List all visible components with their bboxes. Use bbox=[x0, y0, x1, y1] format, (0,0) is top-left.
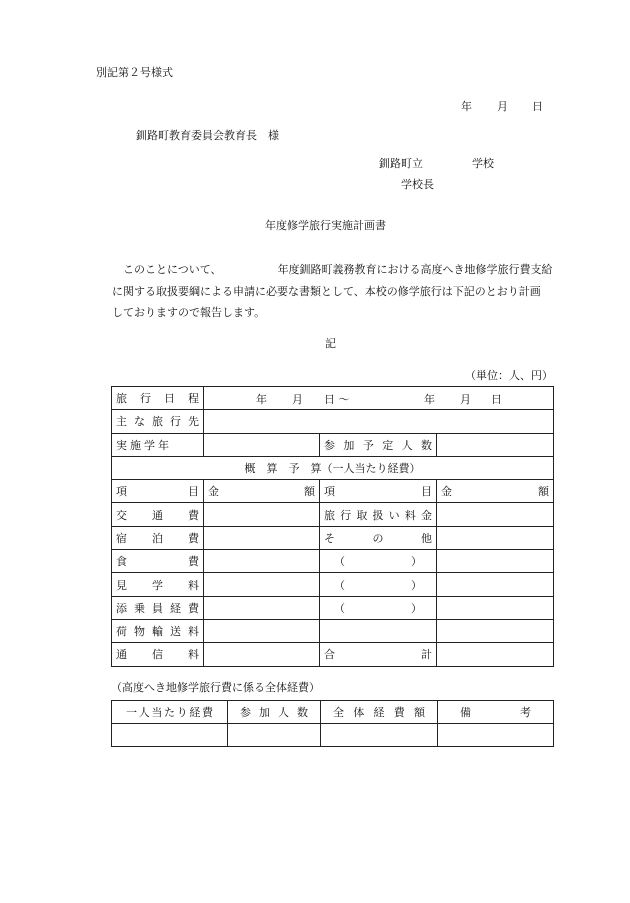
form-label: 別記第２号様式 bbox=[96, 66, 173, 79]
date-year: 年 bbox=[461, 100, 472, 113]
row-item-5 bbox=[112, 596, 554, 619]
header-total-cost: 全体経費額 bbox=[321, 701, 438, 724]
value-total-cost bbox=[321, 724, 438, 747]
item-agency-fee: 旅行取扱い料金 bbox=[324, 508, 432, 522]
row-item-4 bbox=[112, 573, 554, 596]
total-header-row bbox=[112, 701, 554, 724]
paren-field-1: （ ） bbox=[334, 555, 422, 569]
paren-field-3: （ ） bbox=[334, 601, 422, 615]
row-grade bbox=[112, 433, 554, 456]
item-escort: 添乗員経費 bbox=[116, 601, 199, 615]
total-cost-table bbox=[111, 700, 554, 747]
col-amount-right: 金額 bbox=[441, 485, 549, 499]
col-item-left: 項目 bbox=[116, 485, 199, 499]
amount-luggage bbox=[204, 619, 320, 642]
amount-meals bbox=[204, 550, 320, 573]
row-destination bbox=[112, 410, 554, 433]
participants-value bbox=[437, 433, 554, 456]
row-item-1 bbox=[112, 503, 554, 526]
header-per-person: 一人当たり経費 bbox=[112, 701, 228, 724]
empty-right-amount bbox=[437, 619, 554, 642]
empty-right-item bbox=[320, 619, 437, 642]
item-meals: 食費 bbox=[116, 555, 199, 569]
col-item-right: 項目 bbox=[324, 485, 432, 499]
body-line-3: しておりますので報告します。 bbox=[112, 306, 266, 319]
date-day: 日 bbox=[532, 100, 543, 113]
sender-principal: 学校長 bbox=[401, 178, 434, 191]
total-label: 合計 bbox=[324, 648, 432, 662]
total-value-row bbox=[112, 724, 554, 747]
destination-label: 主な旅行先 bbox=[116, 415, 199, 429]
amount-paren-2 bbox=[437, 573, 554, 596]
header-remarks: 備考 bbox=[438, 701, 554, 724]
unit-note: （単位：人、円） bbox=[465, 369, 553, 382]
row-column-headers bbox=[112, 480, 554, 503]
date-month: 月 bbox=[497, 100, 508, 113]
budget-table bbox=[111, 386, 554, 667]
amount-communication bbox=[204, 643, 320, 666]
estimate-header: 概 算 予 算（一人当たり経費） bbox=[112, 456, 554, 479]
ki-heading: 記 bbox=[325, 337, 336, 350]
trip-dates-value: 年 月 日 〜 年 月 日 bbox=[204, 387, 554, 410]
sender-school-suffix: 学校 bbox=[472, 157, 494, 170]
body-line-1: このことについて、 年度釧路町義務教育における高度へき地修学旅行費支給 bbox=[123, 263, 553, 276]
paren-field-2: （ ） bbox=[334, 578, 422, 592]
sender-school: 釧路町立 bbox=[379, 157, 423, 170]
amount-lodging bbox=[204, 526, 320, 549]
grade-value bbox=[204, 433, 320, 456]
body-line-2: に関する取扱要綱による申請に必要な書類として、本校の修学旅行は下記のとおり計画 bbox=[112, 284, 541, 298]
participants-label: 参加予定人数 bbox=[324, 438, 432, 452]
amount-other bbox=[437, 526, 554, 549]
total-amount bbox=[437, 643, 554, 666]
row-item-3 bbox=[112, 550, 554, 573]
total-caption: （高度へき地修学旅行費に係る全体経費） bbox=[111, 681, 320, 694]
amount-paren-3 bbox=[437, 596, 554, 619]
document-title: 年度修学旅行実施計画書 bbox=[265, 219, 386, 232]
value-per-person bbox=[112, 724, 228, 747]
item-sightseeing: 見学料 bbox=[116, 578, 199, 592]
body-paragraph bbox=[112, 259, 552, 324]
row-item-7 bbox=[112, 643, 554, 666]
destination-value bbox=[204, 410, 554, 433]
header-participants: 参加人数 bbox=[228, 701, 321, 724]
row-trip-dates bbox=[112, 387, 554, 410]
row-item-6 bbox=[112, 619, 554, 642]
amount-escort bbox=[204, 596, 320, 619]
amount-agency-fee bbox=[437, 503, 554, 526]
row-item-2 bbox=[112, 526, 554, 549]
row-estimate-header bbox=[112, 456, 554, 479]
item-communication: 通信料 bbox=[116, 648, 199, 662]
grade-label: 実施学年 bbox=[116, 438, 169, 452]
item-lodging: 宿泊費 bbox=[116, 531, 199, 545]
item-other: その他 bbox=[324, 531, 432, 545]
trip-dates-label: 旅行日程 bbox=[116, 392, 199, 406]
amount-paren-1 bbox=[437, 550, 554, 573]
item-transport: 交通費 bbox=[116, 508, 199, 522]
amount-transport bbox=[204, 503, 320, 526]
value-remarks bbox=[438, 724, 554, 747]
addressee: 釧路町教育委員会教育長 様 bbox=[136, 129, 279, 142]
col-amount-left: 金額 bbox=[208, 485, 315, 499]
item-luggage: 荷物輸送料 bbox=[116, 625, 199, 639]
amount-sightseeing bbox=[204, 573, 320, 596]
value-participants bbox=[228, 724, 321, 747]
